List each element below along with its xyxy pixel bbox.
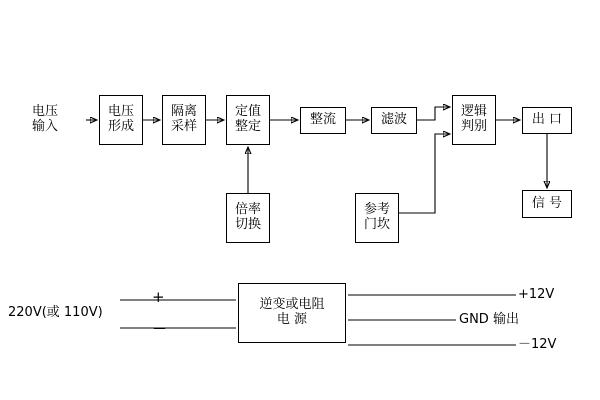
minus-sign: － [152,320,168,338]
rail-plus-12v-label: +12V [518,286,555,302]
block-logic-decision[interactable]: 逻辑 判别 [452,95,496,145]
rail-minus-12v-label: －12V [518,336,557,352]
power-input-label: 220V(或 110V) [8,304,103,320]
block-setpoint-adjust[interactable]: 定值 整定 [226,95,270,145]
block-reference-threshold[interactable]: 参考 门坎 [355,193,399,243]
block-power-supply[interactable]: 逆变或电阻 电 源 [238,283,346,343]
block-voltage-forming[interactable]: 电压 形成 [99,95,143,145]
plus-sign: + [152,288,165,306]
block-output-port[interactable]: 出 口 [522,107,572,134]
rail-gnd-label: GND 输出 [459,311,519,327]
block-filter[interactable]: 滤波 [371,107,417,134]
block-multiplier-switch[interactable]: 倍率 切换 [226,193,270,243]
block-signal[interactable]: 信 号 [522,190,572,218]
block-isolation-sampling[interactable]: 隔离 采样 [162,95,206,145]
block-rectifier[interactable]: 整流 [300,107,346,134]
voltage-input-label: 电压 输入 [32,104,59,134]
